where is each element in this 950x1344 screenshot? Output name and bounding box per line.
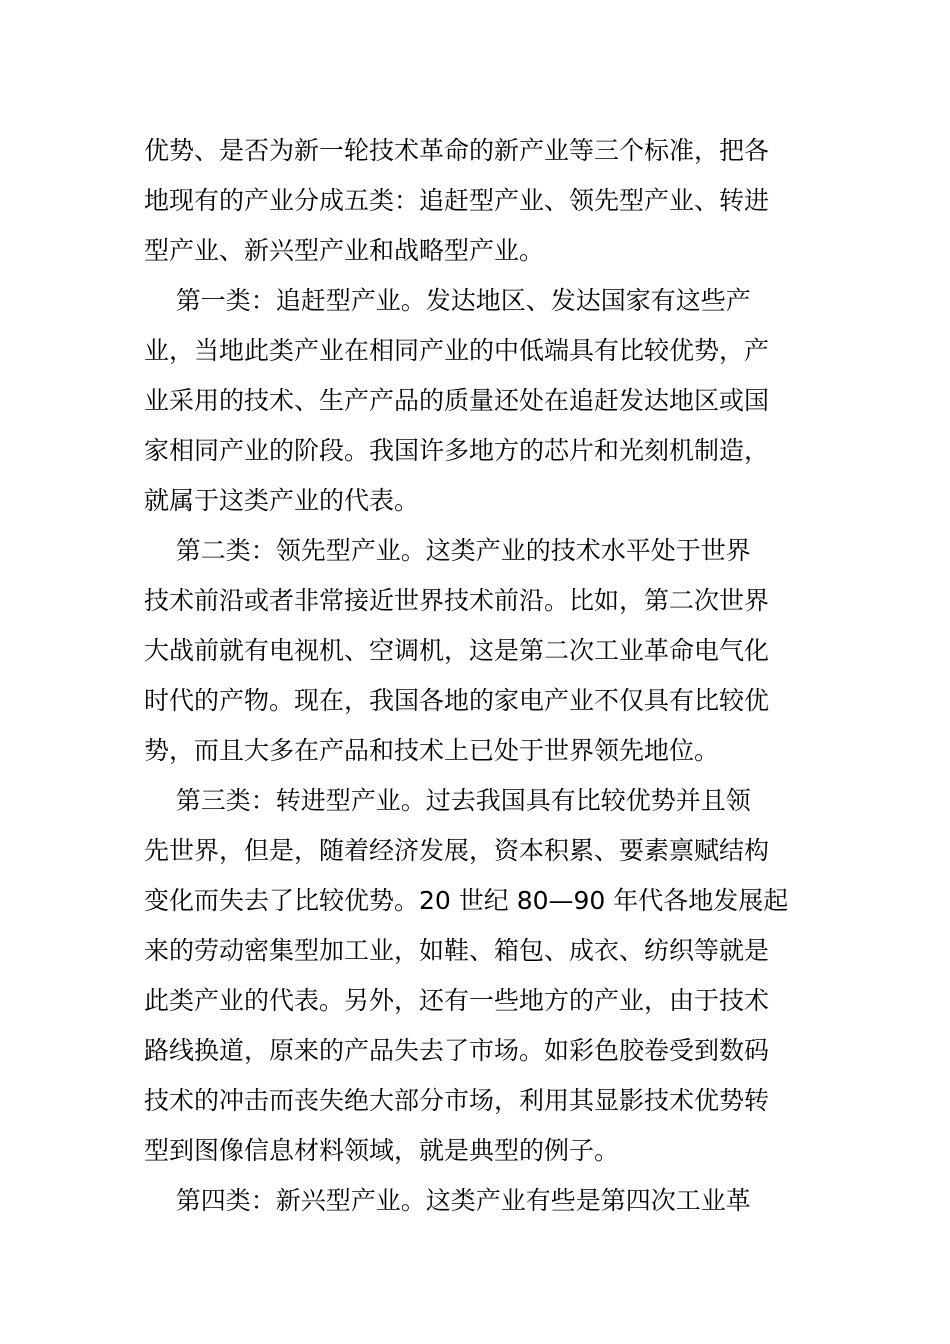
body-text xyxy=(144,126,808,1226)
text-line: 型到图像信息材料领域，就是典型的例子。 xyxy=(144,1136,620,1165)
text-line: 来的劳动密集型加工业，如鞋、箱包、成衣、纺织等就是 xyxy=(144,936,770,965)
text-line: 变化而失去了比较优势。20 世纪 80—90 年代各地发展起 xyxy=(144,886,789,915)
text-line: 技术前沿或者非常接近世界技术前沿。比如，第二次世界 xyxy=(144,586,770,615)
text-line: 地现有的产业分成五类：追赶型产业、领先型产业、转进 xyxy=(144,186,770,215)
text-line: 型产业、新兴型产业和战略型产业。 xyxy=(144,236,545,265)
text-line: 第一类：追赶型产业。发达地区、发达国家有这些产 xyxy=(144,286,751,315)
text-line: 业采用的技术、生产产品的质量还处在追赶发达地区或国 xyxy=(144,386,770,415)
text-line: 第四类：新兴型产业。这类产业有些是第四次工业革 xyxy=(144,1186,751,1215)
text-line: 势，而且大多在产品和技术上已处于世界领先地位。 xyxy=(144,736,720,765)
text-line: 大战前就有电视机、空调机，这是第二次工业革命电气化 xyxy=(144,636,770,665)
text-line: 时代的产物。现在，我国各地的家电产业不仅具有比较优 xyxy=(144,686,770,715)
text-line: 优势、是否为新一轮技术革命的新产业等三个标准，把各 xyxy=(144,136,770,165)
text-line: 技术的冲击而丧失绝大部分市场，利用其显影技术优势转 xyxy=(144,1086,770,1115)
text-line: 家相同产业的阶段。我国许多地方的芯片和光刻机制造， xyxy=(144,436,770,465)
text-line: 先世界，但是，随着经济发展，资本积累、要素禀赋结构 xyxy=(144,836,770,865)
text-line: 路线换道，原来的产品失去了市场。如彩色胶卷受到数码 xyxy=(144,1036,770,1065)
text-line: 第三类：转进型产业。过去我国具有比较优势并且领 xyxy=(144,786,751,815)
text-line: 就属于这类产业的代表。 xyxy=(144,486,420,515)
text-line: 业，当地此类产业在相同产业的中低端具有比较优势，产 xyxy=(144,336,770,365)
text-line: 第二类：领先型产业。这类产业的技术水平处于世界 xyxy=(144,536,751,565)
text-line: 此类产业的代表。另外，还有一些地方的产业，由于技术 xyxy=(144,986,770,1015)
